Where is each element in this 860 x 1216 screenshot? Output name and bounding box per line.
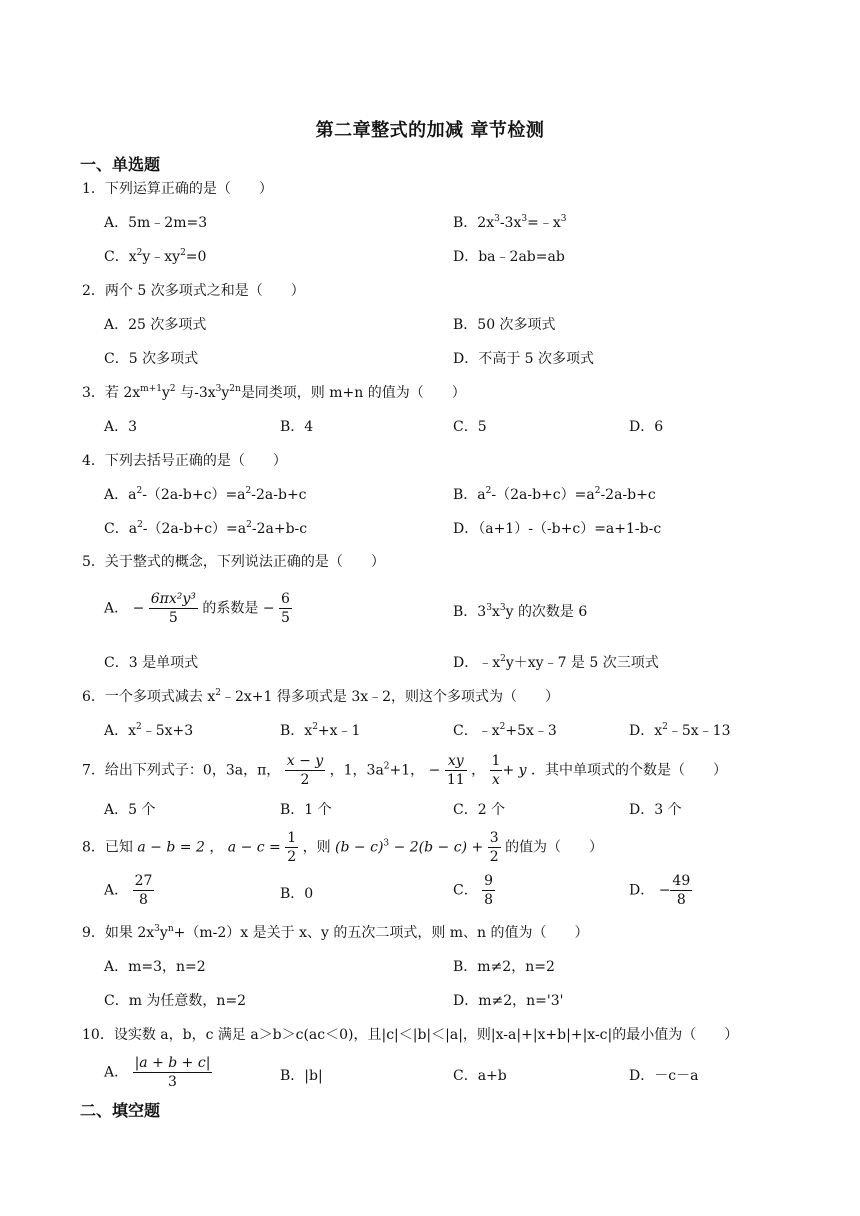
option-label: A． [104,1064,129,1081]
fraction-denominator: 2 [489,849,499,865]
question-5-stem: 5．关于整式的概念，下列说法正确的是（ ） [82,554,385,570]
fraction [279,590,292,627]
fraction-numerator: 49 [672,873,691,889]
fraction-numerator: |a + b + c| [134,1055,211,1071]
question-1-stem: 1．下列运算正确的是（ ） [82,181,273,197]
fraction-numerator: 6πx²y³ [150,591,196,607]
exponent: 3 [154,924,160,934]
option-text: -2a+b-c [251,521,308,537]
exponent: 2 [499,722,506,732]
question-7-option-d[interactable]: D．3 个 [629,802,682,818]
option-text: B．x [280,723,313,739]
fraction-denominator: 8 [670,890,692,909]
question-6-option-c[interactable] [453,722,557,740]
exponent: 2 [383,761,390,772]
question-3-option-c[interactable]: C．5 [453,419,487,435]
question-8-option-b[interactable]: B．0 [280,886,314,902]
question-2-option-b[interactable]: B．50 次多项式 [453,317,556,333]
fraction-denominator: 3 [133,1072,213,1091]
fraction-denominator: x [490,770,503,789]
exponent: 2 [245,486,252,496]
option-text: =0 [185,249,207,265]
stem-text: 的值为（ ） [505,839,604,856]
option-text: y﹣xy [142,249,181,265]
question-3-stem [82,384,466,402]
question-8-option-c[interactable] [453,872,495,909]
fraction [445,752,467,789]
question-7-option-a[interactable]: A．5 个 [104,802,156,818]
question-3-option-b[interactable]: B．4 [280,419,314,435]
option-text: A．x [104,723,137,739]
question-9-stem [82,924,589,942]
option-text: -2a-b+c [251,487,307,503]
fraction-denominator: 8 [484,892,494,908]
question-2-option-c[interactable]: C．5 次多项式 [104,351,199,367]
exponent: 3 [383,838,390,849]
question-6-option-a[interactable] [104,722,193,740]
stem-text: ，1，3a [329,762,384,779]
stem-text: ， [209,839,224,856]
stem-text: y [159,925,168,941]
question-3-option-d[interactable]: D．6 [629,419,664,435]
minus-sign: − [658,882,671,899]
option-text: B．a [453,487,486,503]
exponent: m+1 [140,384,162,394]
exponent: 2 [180,248,186,258]
minus-sign: − [428,762,441,779]
question-8-stem [82,829,603,866]
stem-text: y [221,385,230,401]
math-expression: a − b = 2 [137,839,205,856]
exponent: 3 [494,214,500,224]
exponent: 2 [500,654,506,664]
fraction-numerator: xy [447,753,464,769]
exponent: 2 [215,688,221,698]
fraction-denominator: 8 [133,890,155,909]
option-text: C．a [104,521,138,537]
fraction-numerator: 27 [134,873,153,889]
exponent: 2 [169,384,176,394]
exponent: 2 [312,722,318,732]
question-10-stem: 10．设实数 a，b，c 满足 a＞b＞c(ac＜0)，且|c|＜|b|＜|a|，则|x-a|+|x+b|+|x-c|的最小值为（ ） [82,1027,739,1043]
math-term: + y [502,762,527,779]
question-10-option-d[interactable]: D．－c－a [629,1068,699,1084]
math-expression: − 2(b − c) + [393,839,484,856]
math-expression: a − c = [227,839,281,856]
fraction-numerator: 3 [489,830,499,846]
question-6-stem [82,688,559,706]
minus-sign: − [262,600,275,617]
fraction-numerator: 1 [491,753,501,769]
option-text: D．x [629,723,663,739]
fraction [133,1054,213,1091]
option-text: A．a [104,487,137,503]
question-4-stem: 4．下列去括号正确的是（ ） [82,453,287,469]
option-text: C．﹣x [453,723,500,739]
fraction-numerator: 6 [281,591,290,607]
option-text: B．3 [453,604,487,620]
option-text: B．2x [453,215,495,231]
fraction [149,590,198,627]
stem-text: 6．一个多项式减去 x [82,689,216,705]
option-label: A． [104,882,129,899]
option-text: -（2a-b+c）=a [142,521,247,537]
option-text: y 的次数是 6 [505,604,588,620]
option-text: x [491,604,500,620]
section-heading-single-choice: 一、单选题 [80,155,161,174]
question-9-option-c[interactable]: C．m 为任意数，n=2 [104,993,247,1009]
fraction-denominator: 2 [287,849,297,865]
option-text: -（2a-b+c）=a [142,487,246,503]
exponent: 2n [229,384,241,394]
question-6-option-d[interactable] [629,722,730,740]
option-text: C．x [104,249,137,265]
stem-text: 9．如果 2x [82,925,155,941]
question-2-stem: 2．两个 5 次多项式之和是（ ） [82,283,305,299]
math-expression: (b − c) [335,839,384,856]
option-text: -2a-b+c [600,487,656,503]
question-1-option-c[interactable] [104,248,206,266]
exponent: 2 [662,722,668,732]
fraction-numerator: 9 [484,873,494,889]
question-1-option-b[interactable] [453,214,566,232]
stem-text: ﹣2x+1 得多项式是 3x﹣2，则这个多项式为（ ） [221,689,560,705]
exponent: 2 [246,520,252,530]
stem-text: ，则 [302,839,331,856]
option-text: =﹣x [527,215,561,231]
fraction [285,829,298,866]
question-9-option-a[interactable]: A．m=3，n=2 [104,959,206,975]
question-4-option-c[interactable] [104,520,307,538]
stem-text: 与-3x [175,385,216,401]
question-4-option-b[interactable] [453,486,656,504]
fraction [285,752,325,789]
option-text: +5x﹣3 [505,723,557,739]
stem-text: ， [471,762,486,779]
exponent: 3 [486,603,492,613]
option-label: C． [453,882,478,899]
question-3-option-a[interactable]: A．3 [104,419,138,435]
question-4-option-d[interactable]: D．（a+1）-（-b+c）=a+1-b-c [453,521,662,537]
stem-text: 3．若 2x [82,385,141,401]
exponent: 2 [485,486,492,496]
question-5-option-c[interactable]: C．3 是单项式 [104,655,199,671]
option-text: A．5m﹣2m=3 [104,215,208,231]
fraction [490,752,503,789]
option-text: +x﹣1 [317,723,361,739]
option-text: y＋xy﹣7 是 5 次三项式 [505,655,659,671]
question-1-option-a[interactable] [104,214,207,232]
question-6-option-b[interactable] [280,722,360,740]
exponent: 2 [136,486,143,496]
question-10-option-a[interactable] [104,1054,212,1091]
option-text: -（2a-b+c）=a [491,487,595,503]
exponent: 2 [594,486,601,496]
exponent: 3 [499,603,506,613]
exponent: 2 [136,722,142,732]
exponent: 3 [560,214,567,224]
fraction-denominator: 5 [281,610,290,626]
fraction [488,829,501,866]
question-1-option-d[interactable] [453,248,565,266]
exponent: 2 [136,248,143,258]
page-title: 第二章整式的加减 章节检测 [315,120,545,141]
fraction-numerator: 1 [287,830,297,846]
fraction-denominator: 11 [446,772,465,788]
question-2-option-d[interactable]: D．不高于 5 次多项式 [453,351,595,367]
option-text: ﹣5x+3 [141,723,194,739]
question-8-option-a[interactable] [104,872,154,909]
exponent: n [167,924,174,934]
section-heading-fill-in: 二、填空题 [80,1101,161,1120]
stem-text: 是同类项，则 m+n 的值为（ ） [240,385,466,401]
exponent: 3 [215,384,222,394]
question-10-option-c[interactable]: C．a+b [453,1068,507,1084]
question-5-option-b[interactable] [453,603,587,621]
question-7-option-b[interactable]: B．1 个 [280,802,332,818]
option-text: 的系数是 [202,600,259,617]
stem-text: ．其中单项式的个数是（ ） [531,762,728,779]
stem-text: +（m-2）x 是关于 x、y 的五次二项式，则 m、n 的值为（ ） [173,925,589,941]
fraction [482,872,495,909]
question-10-option-b[interactable]: B．|b| [280,1068,323,1084]
fraction-denominator: 2 [285,770,325,789]
question-5-option-a[interactable] [104,590,292,627]
option-label: A． [104,600,129,617]
question-2-option-a[interactable]: A．25 次多项式 [104,317,207,333]
stem-text: 8．已知 [82,839,133,856]
stem-text: 7．给出下列式子：0，3a，π， [82,762,281,779]
option-text: D．﹣x [453,655,501,671]
exponent: 2 [137,520,143,530]
question-8-option-d[interactable] [629,872,692,909]
option-text: D．ba﹣2ab=ab [453,249,565,265]
question-7-option-c[interactable]: C．2 个 [453,802,506,818]
fraction [133,872,155,909]
question-4-option-a[interactable] [104,486,307,504]
option-text: -3x [499,215,522,231]
stem-text: y [161,385,170,401]
fraction [670,872,692,909]
question-7-stem [82,752,727,789]
fraction-numerator: x − y [286,753,324,769]
exponent: 3 [521,214,528,224]
option-text: ﹣5x﹣13 [667,723,731,739]
minus-sign: − [132,600,145,617]
option-label: D． [629,882,655,899]
question-9-option-b[interactable]: B．m≠2，n=2 [453,959,555,975]
stem-text: +1， [389,762,425,779]
fraction-denominator: 5 [149,608,198,627]
question-5-option-d[interactable] [453,654,659,672]
question-9-option-d[interactable]: D．m≠2，n='3' [453,993,564,1009]
